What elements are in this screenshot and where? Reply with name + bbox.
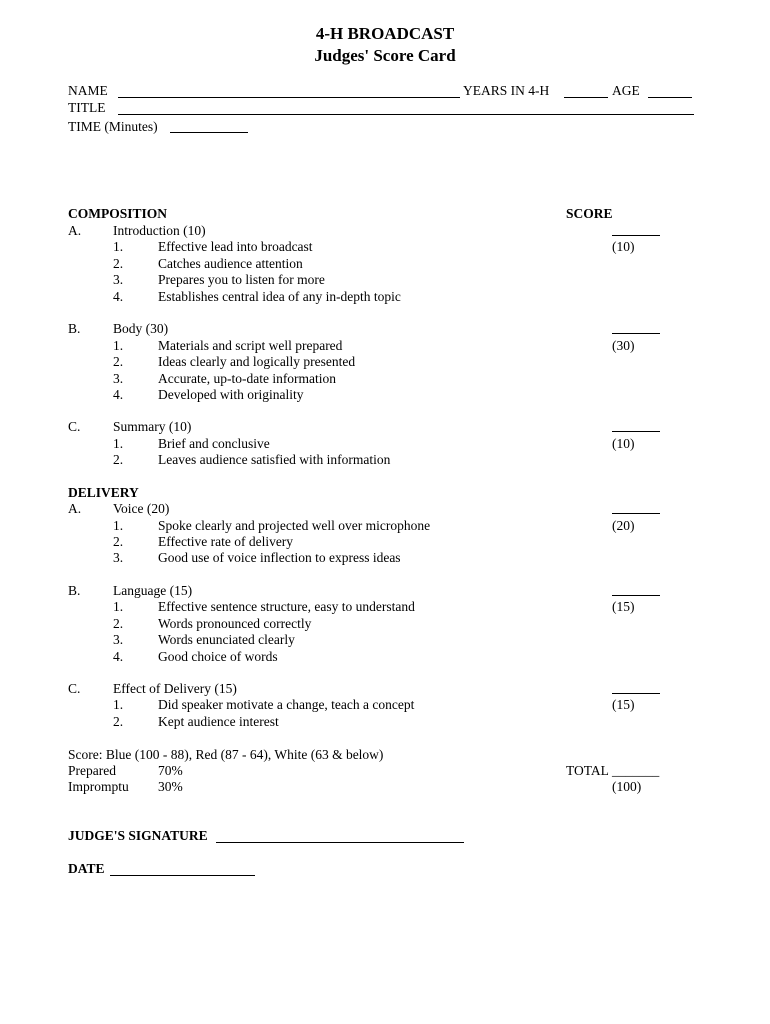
item-number: 1. xyxy=(113,239,124,254)
item-text: Kept audience interest xyxy=(158,714,279,729)
score-ratings: Score: Blue (100 - 88), Red (87 - 64), White (63 & below) xyxy=(68,747,384,762)
item-text: Catches audience attention xyxy=(158,256,303,271)
item-text: Words pronounced correctly xyxy=(158,616,312,631)
item-number: 2. xyxy=(113,256,124,271)
section-max: (15) xyxy=(612,599,635,614)
item-text: Establishes central idea of any in-depth topic xyxy=(158,289,401,304)
item-text: Materials and script well prepared xyxy=(158,338,343,353)
section-max: (10) xyxy=(612,239,635,254)
score-blank[interactable] xyxy=(612,333,660,334)
section-letter: A. xyxy=(68,223,82,238)
item-number: 3. xyxy=(113,632,124,647)
section-max: (15) xyxy=(612,697,635,712)
item-number: 4. xyxy=(113,649,124,664)
item-number: 3. xyxy=(113,550,124,565)
time-field[interactable] xyxy=(170,132,248,133)
item-text: Effective lead into broadcast xyxy=(158,239,313,254)
item-text: Leaves audience satisfied with information xyxy=(158,452,391,467)
item-text: Accurate, up-to-date information xyxy=(158,371,337,386)
item-text: Good choice of words xyxy=(158,649,278,664)
item-text: Effective sentence structure, easy to understand xyxy=(158,599,415,614)
total-max: (100) xyxy=(612,779,642,794)
composition-heading: COMPOSITION xyxy=(68,206,168,221)
name-label: NAME xyxy=(68,83,108,98)
section-max: (20) xyxy=(612,518,635,533)
item-text: Effective rate of delivery xyxy=(158,534,294,549)
item-number: 1. xyxy=(113,697,124,712)
impromptu-value: 30% xyxy=(158,779,183,794)
item-text: Good use of voice inflection to express ideas xyxy=(158,550,401,565)
score-blank[interactable] xyxy=(612,595,660,596)
item-number: 4. xyxy=(113,387,124,402)
section-label: Body (30) xyxy=(113,321,169,336)
score-blank[interactable] xyxy=(612,693,660,694)
item-number: 3. xyxy=(113,272,124,287)
signature-field[interactable] xyxy=(216,842,464,843)
section-label: Language (15) xyxy=(113,583,193,598)
total-blank[interactable]: _______ xyxy=(612,763,660,778)
time-label: TIME (Minutes) xyxy=(68,119,158,134)
delivery-heading: DELIVERY xyxy=(68,485,139,500)
item-number: 2. xyxy=(113,354,124,369)
page-subtitle: Judges' Score Card xyxy=(314,46,456,65)
impromptu-label: Impromptu xyxy=(68,779,129,794)
section-max: (30) xyxy=(612,338,635,353)
section-letter: C. xyxy=(68,419,81,434)
item-number: 1. xyxy=(113,599,124,614)
signature-label: JUDGE'S SIGNATURE xyxy=(68,828,208,843)
item-text: Brief and conclusive xyxy=(158,436,270,451)
section-letter: B. xyxy=(68,321,81,336)
years-label: YEARS IN 4-H xyxy=(463,83,550,98)
title-field[interactable] xyxy=(118,114,694,115)
item-text: Ideas clearly and logically presented xyxy=(158,354,356,369)
item-number: 1. xyxy=(113,518,124,533)
item-number: 1. xyxy=(113,436,124,451)
score-blank[interactable] xyxy=(612,235,660,236)
score-blank[interactable] xyxy=(612,513,660,514)
section-label: Effect of Delivery (15) xyxy=(113,681,237,696)
section-letter: B. xyxy=(68,583,81,598)
item-number: 1. xyxy=(113,338,124,353)
item-text: Developed with originality xyxy=(158,387,304,402)
item-text: Words enunciated clearly xyxy=(158,632,295,647)
date-field[interactable] xyxy=(110,875,255,876)
item-number: 2. xyxy=(113,452,124,467)
prepared-label: Prepared xyxy=(68,763,116,778)
section-label: Summary (10) xyxy=(113,419,192,434)
age-label: AGE xyxy=(612,83,640,98)
years-field[interactable] xyxy=(564,97,608,98)
section-max: (10) xyxy=(612,436,635,451)
item-text: Did speaker motivate a change, teach a concept xyxy=(158,697,415,712)
title-label: TITLE xyxy=(68,100,106,115)
item-number: 2. xyxy=(113,616,124,631)
age-field[interactable] xyxy=(648,97,692,98)
item-text: Prepares you to listen for more xyxy=(158,272,325,287)
section-letter: A. xyxy=(68,501,82,516)
total-label: TOTAL xyxy=(566,763,609,778)
item-number: 2. xyxy=(113,534,124,549)
score-heading: SCORE xyxy=(566,206,613,221)
section-label: Voice (20) xyxy=(113,501,170,516)
section-letter: C. xyxy=(68,681,81,696)
page-title: 4-H BROADCAST xyxy=(315,24,455,43)
item-number: 3. xyxy=(113,371,124,386)
date-label: DATE xyxy=(68,861,105,876)
score-blank[interactable] xyxy=(612,431,660,432)
item-text: Spoke clearly and projected well over microphone xyxy=(158,518,431,533)
section-label: Introduction (10) xyxy=(113,223,206,238)
item-number: 4. xyxy=(113,289,124,304)
name-field[interactable] xyxy=(118,97,460,98)
prepared-value: 70% xyxy=(158,763,183,778)
item-number: 2. xyxy=(113,714,124,729)
